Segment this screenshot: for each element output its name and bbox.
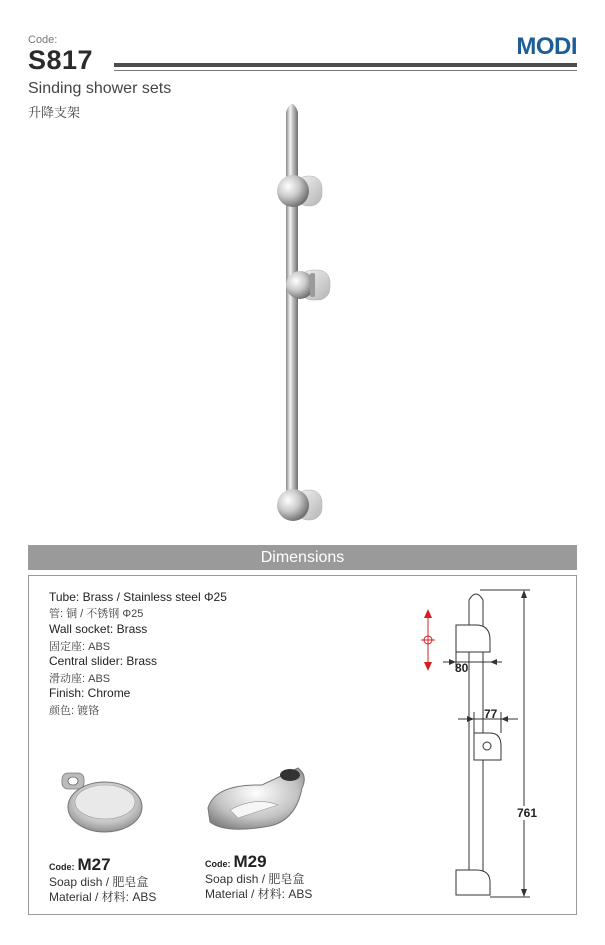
dimensions-header: Dimensions bbox=[28, 545, 577, 570]
soap-dish-m27-image bbox=[62, 773, 142, 832]
spec-wall-socket-en: Wall socket: Brass bbox=[49, 622, 148, 636]
spec-finish-en: Finish: Chrome bbox=[49, 686, 131, 700]
spec-tube-cn: 管: 铜 / 不锈钢 Φ25 bbox=[49, 608, 144, 620]
spec-tube-en: Tube: Brass / Stainless steel Φ25 bbox=[49, 590, 227, 604]
spec-finish-cn: 颜色: 镀铬 bbox=[49, 705, 100, 717]
dimension-80: 80 bbox=[455, 661, 469, 675]
code-label: Code: bbox=[28, 34, 58, 46]
accessory-code-m29: Code: M29 bbox=[205, 852, 267, 871]
product-title-en: Sinding shower sets bbox=[28, 80, 172, 97]
product-title-cn: 升降支架 bbox=[28, 105, 81, 120]
spec-central-slider-cn: 滑动座: ABS bbox=[49, 673, 111, 685]
brand-logo: MODI bbox=[516, 33, 577, 60]
spec-central-slider-en: Central slider: Brass bbox=[49, 654, 158, 668]
product-code: S817 bbox=[28, 45, 94, 75]
dimension-77: 77 bbox=[484, 707, 498, 721]
spec-wall-socket-cn: 固定座: ABS bbox=[49, 641, 111, 653]
accessory-material-m29: Material / 材料: ABS bbox=[205, 887, 313, 901]
dimension-761: 761 bbox=[517, 806, 538, 820]
accessory-code-m27: Code: M27 bbox=[49, 855, 111, 874]
accessory-name-m27: Soap dish / 肥皂盒 bbox=[49, 875, 149, 889]
accessory-material-m27: Material / 材料: ABS bbox=[49, 890, 157, 904]
accessory-name-m29: Soap dish / 肥皂盒 bbox=[205, 872, 305, 886]
soap-dish-m29-image bbox=[208, 768, 304, 829]
